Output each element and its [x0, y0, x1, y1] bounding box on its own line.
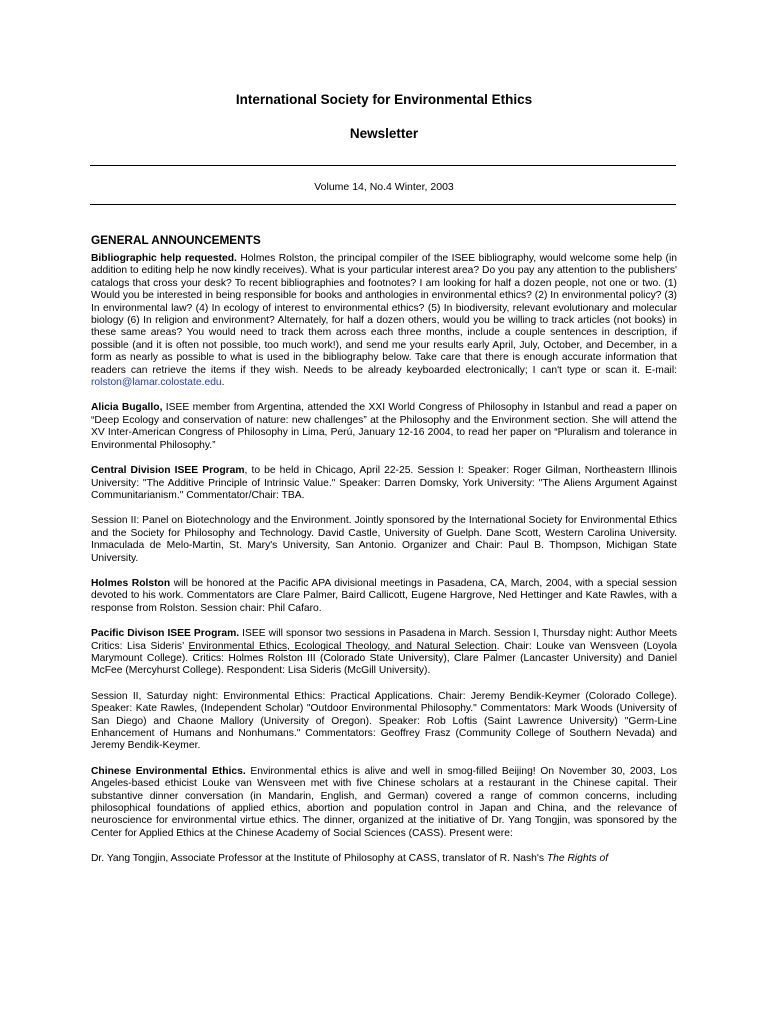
- paragraph-lead: Bibliographic help requested.: [91, 253, 237, 264]
- paragraph-text: Session II: Panel on Biotechnology and the Environment. Jointly sponsored by the International Society for Environmental Ethics and the Society for Philosophy and Technology. David Castle, University of Guelph. Dane Scott, Western Carolina University. Inmaculada de Melo-Martin, St. Mary's University, San Antonio. Organizer and Chair: Paul B. Thompson, Michigan State University.: [91, 515, 677, 564]
- bottom-divider: [90, 204, 676, 205]
- paragraph-text: ISEE will sponsor two sessions in Pasadena in March. Session I, Thursday night: Author Meets Critics: Lisa Sideris’: [91, 628, 677, 652]
- book-title: Environmental Ethics, Ecological Theology, and Natural Selection: [188, 640, 497, 652]
- paragraph-lead: Holmes Rolston: [91, 577, 171, 589]
- paragraph-bugallo: [91, 402, 677, 452]
- volume-line: Volume 14, No.4 Winter, 2003: [314, 181, 454, 193]
- announcements-body: [91, 253, 677, 879]
- paragraph-text: Holmes Rolston, the principal compiler of the ISEE bibliography, would welcome some help (in addition to editing help he now kindly receives). What is your particular interest area? Do you pay any attention to the publishers' catalogs that cross your desk? To recent bibliographies and footnotes? I am looking for half a dozen people, not one or two. (1) Would you be interested in being responsible for books and anthologies in environmental ethics? (2) In environmental policy? (3) In environmental law? (4) In ecology of interest to environmental ethics? (5) In biodiversity, relevant evolutionary and molecular biology (6) In religion and environment? Alternately, for half a dozen others, would you be willing to track articles (not books) in these same areas? You would need to track them across each three months, include a couple sentences in description, if possible (and it is often not possible, too much work!), and send me your results early April, July, October, and December, in a form as nearly as possible to what is used in the bibliography below. Take care that there is enough accurate information that readers can retrieve the items if they wish. Needs to be already keyboarded electronically; I can't type or scan it. E-mail:: [91, 253, 677, 376]
- organization-title: International Society for Environmental Ethics: [235, 92, 533, 107]
- paragraph-text: will be honored at the Pacific APA divisional meetings in Pasadena, CA, March, 2004, with a special session devoted to his work. Commentators are Clare Palmer, Baird Callicott, Eugene Hargrove, Ned Hettinger and Kate Rawles, with a response from Rolston. Session chair: Phil Cafaro.: [91, 577, 677, 614]
- paragraph-chinese-ethics: [91, 766, 677, 840]
- section-heading: GENERAL ANNOUNCEMENTS: [91, 233, 261, 247]
- paragraph-lead: Alicia Bugallo,: [91, 402, 163, 414]
- paragraph-end: .: [221, 377, 225, 389]
- paragraph-text: . Chair: Louke van Wensveen (Loyola Marymount College). Critics: Holmes Rolston III (Colorado State University), Clare Palmer (Lancaster University) and Daniel McFee (Mercyhurst College). Respondent: Lisa Sideris (McGill University).: [91, 640, 677, 677]
- paragraph-text: Session II, Saturday night: Environmental Ethics: Practical Applications. Chair: Jeremy Bendik-Keymer (Colorado College). Speaker: Kate Rawles, (Independent Scholar) "Outdoor Environmental Philosophy." Commentators: Mark Woods (University of San Diego) and Chaone Mallory (University of Oregon). Speaker: Rob Loftis (Saint Lawrence University) "Germ-Line Enhancement of Humans and Nonhumans." Commentators: Geoffrey Frasz (Community College of Southern Nevada) and Jeremy Bendik-Keymer.: [91, 690, 677, 752]
- paragraph-text: Environmental ethics is alive and well in smog-filled Beijing! On November 30, 2003, Los Angeles-based ethicist Louke van Wensveen met with five Chinese scholars at a restaurant in the Chinese capital. Their substantive dinner conversation (in Mandarin, English, and German) covered a range of common concerns, including philosophical foundations of applied ethics, abortion and population control in Japan and China, and the relevance of neuroscience for environmental virtue ethics. The dinner, organized at the initiative of Dr. Yang Tongjin, was sponsored by the Center for Applied Ethics at the Chinese Academy of Social Sciences (CASS). Present were:: [91, 765, 677, 839]
- paragraph-yang: [91, 853, 677, 865]
- paragraph-central-division: [91, 465, 677, 502]
- book-title-italic: The Rights of: [546, 853, 609, 865]
- paragraph-lead: Central Division ISEE Program: [91, 465, 245, 477]
- paragraph-pacific-division: [91, 628, 677, 678]
- paragraph-lead: Pacific Divison ISEE Program.: [91, 628, 240, 640]
- email-link[interactable]: rolston@lamar.colostate.edu: [91, 377, 222, 389]
- paragraph-pacific-session-two: [91, 691, 677, 753]
- paragraph-rolston: [91, 578, 677, 615]
- paragraph-lead: Chinese Environmental Ethics.: [91, 765, 246, 777]
- paragraph-text: , to be held in Chicago, April 22-25. Session I: Speaker: Roger Gilman, Northeastern Illinois University: "The Additive Principle of Intrinsic Value." Speaker: Darren Domsky, York University: "The Aliens Argument Against Communitarianism." Commentator/Chair: TBA.: [91, 465, 677, 501]
- paragraph-bibliographic: [91, 253, 677, 389]
- newsletter-title: Newsletter: [349, 126, 419, 141]
- paragraph-text: Dr. Yang Tongjin, Associate Professor at the Institute of Philosophy at CASS, translator of R. Nash's: [91, 853, 547, 865]
- top-divider: [90, 165, 676, 166]
- paragraph-text: ISEE member from Argentina, attended the XXI World Congress of Philosophy in Istanbul and read a paper on “Deep Ecology and conservation of nature: new challenges” at the Philosophy and the Environment section. She will attend the XV Inter-American Congress of Philosophy in Lima, Perú, January 12-16 2004, to read her paper on “Pluralism and tolerance in Environmental Philosophy.”: [91, 402, 677, 451]
- paragraph-session-two: [91, 515, 677, 565]
